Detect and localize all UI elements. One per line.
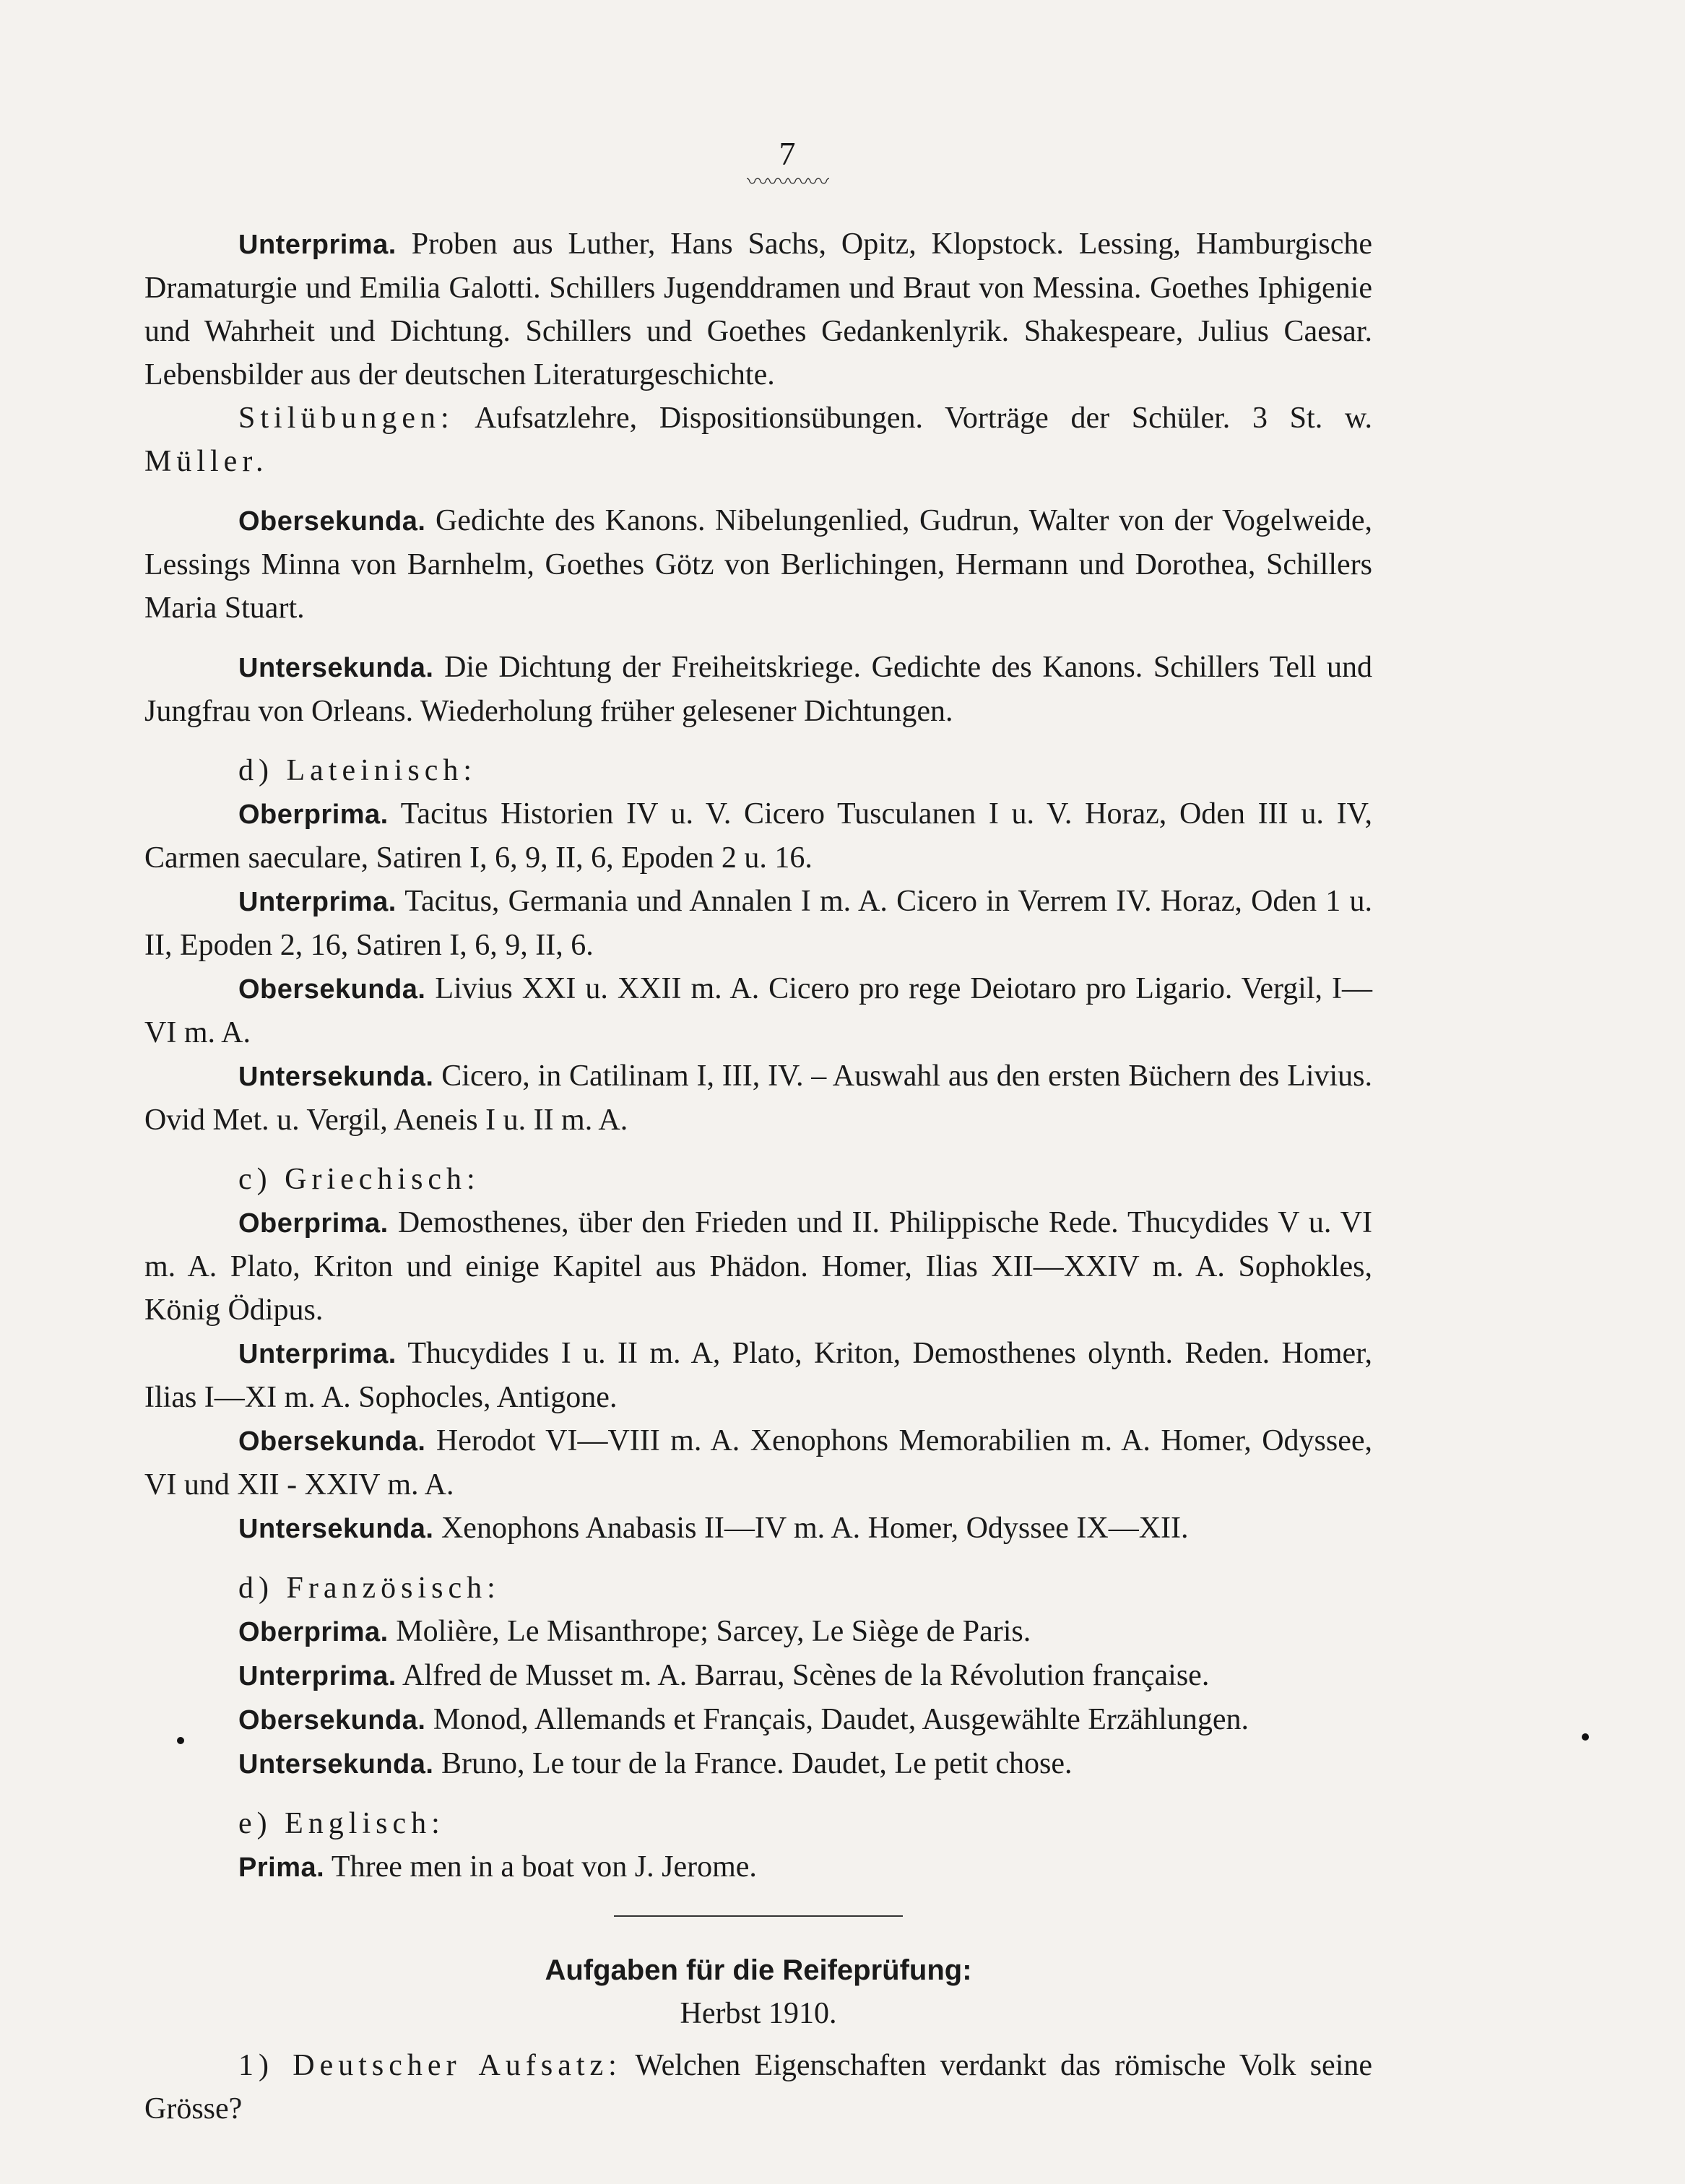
entry-text: Cicero, in Catilinam I, III, IV. – Auswahl aus den ersten Büchern des Livius. Ovid Met. u. Vergil, Aeneis I u. II m. A. [144, 1060, 1373, 1137]
entry-engl-prima [144, 1845, 1372, 1889]
deutsch-obersekunda-section [144, 499, 1372, 630]
entry-griech-unterprima [144, 1332, 1372, 1419]
deutsch-untersekunda-section [144, 646, 1372, 733]
entry-label: Unterprima. [238, 1339, 397, 1369]
englisch-heading: e) Englisch: [238, 1807, 445, 1840]
entry-text: Bruno, Le tour de la France. Daudet, Le petit chose. [441, 1747, 1073, 1780]
entry-deutsch-untersekunda [144, 646, 1372, 733]
entry-label: Untersekunda. [238, 1062, 434, 1092]
entry-label: Untersekunda. [238, 1749, 434, 1780]
entry-deutsch-obersekunda [144, 499, 1372, 630]
page-content [144, 137, 1372, 2146]
franzoesisch-heading: d) Französisch: [238, 1572, 501, 1605]
aufgaben-section [144, 1949, 1372, 2131]
entry-label: Obersekunda. [238, 1705, 426, 1736]
entry-label: Stilübungen: [238, 402, 454, 435]
margin-dot-right [1582, 1733, 1589, 1741]
entry-text: Proben aus Luther, Hans Sachs, Opitz, Klopstock. Lessing, Hamburgische Dramaturgie und Emilia Galotti. Schillers Jugenddramen und Braut von Messina. Goethes Iphigenie und Wahrheit und Dichtung. Schillers und Goethes Gedankenlyrik. Shakespeare, Julius Caesar. Lebensbilder aus der deutschen Literaturgeschichte. [144, 228, 1372, 391]
page-number-ornament: 〰〰〰〰 [747, 170, 828, 194]
entry-text: Aufsatzlehre, Dispositionsübungen. Vorträge der Schüler. 3 St. w. [475, 402, 1373, 435]
entry-latein-oberprima [144, 792, 1372, 880]
entry-griech-untersekunda [144, 1507, 1372, 1551]
lateinisch-heading: d) Lateinisch: [238, 754, 477, 787]
entry-text: Herodot VI—VIII m. A. Xenophons Memorabilien m. A. Homer, Odyssee, VI und XII - XXIV m. A. [144, 1424, 1373, 1502]
entry-text: Monod, Allemands et Français, Daudet, Ausgewählte Erzählungen. [433, 1703, 1249, 1736]
entry-text: Thucydides I u. II m. A, Plato, Kriton, Demosthenes olynth. Reden. Homer, Ilias I—XI m. A. Sophocles, Antigone. [144, 1337, 1372, 1414]
entry-franz-unterprima [144, 1654, 1372, 1698]
entry-label: Unterprima. [238, 1661, 397, 1691]
entry-text: Livius XXI u. XXII m. A. Cicero pro rege Deiotaro pro Ligario. Vergil, I—VI m. A. [144, 972, 1373, 1049]
section-divider [614, 1915, 903, 1917]
lateinisch-section [144, 749, 1372, 1142]
entry-label: Untersekunda. [238, 653, 434, 683]
griechisch-heading: c) Griechisch: [238, 1163, 480, 1196]
margin-dot-left [177, 1737, 184, 1744]
entry-griech-oberprima [144, 1201, 1372, 1332]
entry-text: Tacitus Historien IV u. V. Cicero Tusculanen I u. V. Horaz, Oden III u. IV, Carmen saeculare, Satiren I, 6, 9, II, 6, Epoden 2 u. 16. [144, 797, 1372, 875]
aufgabe-text: Welchen Eigenschaften verdankt das römische Volk seine Grösse? [144, 2049, 1372, 2126]
griechisch-section [144, 1158, 1372, 1551]
entry-text: Molière, Le Misanthrope; Sarcey, Le Siège de Paris. [396, 1615, 1031, 1648]
franzoesisch-section [144, 1566, 1372, 1786]
entry-stiluebungen [144, 396, 1372, 483]
entry-latein-obersekunda [144, 967, 1372, 1054]
englisch-section [144, 1802, 1372, 1889]
entry-label: Unterprima. [238, 887, 397, 917]
entry-text: Xenophons Anabasis II—IV m. A. Homer, Odyssee IX—XII. [441, 1512, 1189, 1545]
aufgabe-label: 1) Deutscher Aufsatz: [238, 2049, 622, 2082]
entry-latein-unterprima [144, 880, 1372, 967]
entry-label: Prima. [238, 1852, 325, 1883]
entry-text: Demosthenes, über den Frieden und II. Philippische Rede. Thucydides V u. VI m. A. Plato, Kriton und einige Kapitel aus Phädon. Homer, Ilias XII—XXIV m. A. Sophokles, König Ödipus. [144, 1206, 1372, 1327]
entry-text: Tacitus, Germania und Annalen I m. A. Cicero in Verrem IV. Horaz, Oden 1 u. II, Epoden 2, 16, Satiren I, 6, 9, II, 6. [144, 885, 1372, 962]
entry-label: Unterprima. [238, 230, 397, 260]
entry-label: Oberprima. [238, 1208, 389, 1239]
page-number: 7 [779, 135, 796, 172]
entry-latein-untersekunda [144, 1054, 1372, 1142]
aufgaben-subtitle: Herbst 1910. [680, 1997, 837, 2030]
entry-text: Three men in a boat von J. Jerome. [331, 1850, 757, 1884]
entry-deutsch-unterprima [144, 222, 1372, 396]
entry-label: Untersekunda. [238, 1514, 434, 1544]
entry-griech-obersekunda [144, 1419, 1372, 1507]
entry-text: Alfred de Musset m. A. Barrau, Scènes de la Révolution française. [402, 1659, 1210, 1692]
entry-label: Obersekunda. [238, 974, 426, 1005]
entry-text: Gedichte des Kanons. Nibelungenlied, Gudrun, Walter von der Vogelweide, Lessings Minna von Barnhelm, Goethes Götz von Berlichingen, Hermann und Dorothea, Schillers Maria Stuart. [144, 504, 1372, 625]
entry-label: Oberprima. [238, 800, 389, 830]
entry-franz-obersekunda [144, 1698, 1372, 1742]
entry-label: Obersekunda. [238, 506, 426, 537]
entry-franz-untersekunda [144, 1742, 1372, 1786]
aufgaben-title: Aufgaben für die Reifeprüfung: [545, 1954, 972, 1986]
entry-label: Obersekunda. [238, 1426, 426, 1457]
entry-text: Die Dichtung der Freiheitskriege. Gedichte des Kanons. Schillers Tell und Jungfrau von Orleans. Wiederholung früher gelesener Dichtungen. [144, 651, 1372, 728]
deutsch-section [144, 222, 1372, 483]
teacher-name: Müller. [144, 445, 269, 478]
entry-label: Oberprima. [238, 1617, 389, 1647]
entry-franz-oberprima [144, 1610, 1372, 1654]
aufgabe-item-1 [144, 2044, 1372, 2131]
